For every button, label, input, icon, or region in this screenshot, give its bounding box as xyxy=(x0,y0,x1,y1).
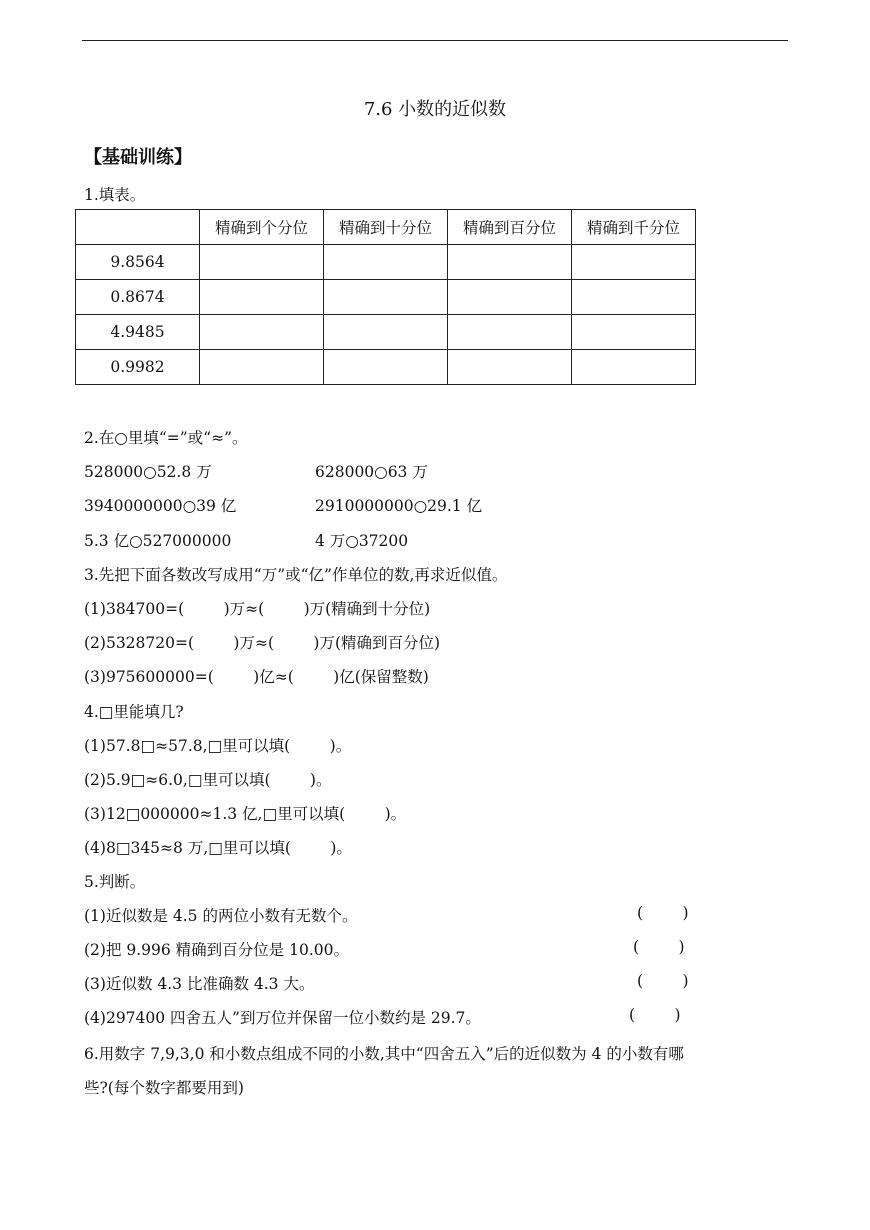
table-row xyxy=(76,280,696,315)
answer-cell[interactable] xyxy=(200,245,324,280)
q4-item: (3)12□000000≈1.3 亿,□里可以填( )。 xyxy=(84,805,407,823)
q5-item: (4)297400 四舍五人”到万位并保留一位小数约是 29.7。 xyxy=(84,1009,481,1027)
q2-item: 4 万○37200 xyxy=(315,532,409,550)
q2-item: 628000○63 万 xyxy=(315,463,428,481)
judgement-blank[interactable]: ( ) xyxy=(633,938,685,956)
answer-cell[interactable] xyxy=(448,245,572,280)
q2-label: 2.在○里填“=”或“≈”。 xyxy=(84,429,248,447)
answer-cell[interactable] xyxy=(572,280,696,315)
q6-text-line: 些?(每个数字都要用到) xyxy=(84,1079,244,1097)
q2-item: 5.3 亿○527000000 xyxy=(84,532,232,550)
answer-cell[interactable] xyxy=(572,350,696,385)
table-row xyxy=(76,350,696,385)
judgement-blank[interactable]: ( ) xyxy=(629,1006,681,1024)
judgement-blank[interactable]: ( ) xyxy=(637,972,689,990)
q5-item: (3)近似数 4.3 比准确数 4.3 大。 xyxy=(84,975,315,993)
q2-item: 528000○52.8 万 xyxy=(84,463,212,481)
answer-cell[interactable] xyxy=(324,245,448,280)
answer-cell[interactable] xyxy=(324,280,448,315)
q3-item: (3)975600000=( )亿≈( )亿(保留整数) xyxy=(84,668,429,686)
q6-text-line: 6.用数字 7,9,3,0 和小数点组成不同的小数,其中“四舍五入”后的近似数为 4 的小数有哪 xyxy=(84,1045,684,1063)
table-header-cell: 精确到百分位 xyxy=(448,210,572,245)
q4-label: 4.□里能填几? xyxy=(84,703,184,721)
row-number: 4.9485 xyxy=(76,315,200,350)
answer-cell[interactable] xyxy=(324,350,448,385)
q4-item: (4)8□345≈8 万,□里可以填( )。 xyxy=(84,839,352,857)
table-header-cell: 精确到千分位 xyxy=(572,210,696,245)
q1-label: 1.填表。 xyxy=(84,186,146,204)
q5-item: (1)近似数是 4.5 的两位小数有无数个。 xyxy=(84,907,358,925)
section-heading: 【基础训练】 xyxy=(84,147,192,168)
q4-item: (2)5.9□≈6.0,□里可以填( )。 xyxy=(84,771,332,789)
answer-cell[interactable] xyxy=(324,315,448,350)
table-header-cell xyxy=(76,210,200,245)
q3-label: 3.先把下面各数改写成用“万”或“亿”作单位的数,再求近似值。 xyxy=(84,566,508,584)
answer-cell[interactable] xyxy=(200,280,324,315)
judgement-blank[interactable]: ( ) xyxy=(637,904,689,922)
q2-item: 2910000000○29.1 亿 xyxy=(315,497,483,515)
row-number: 9.8564 xyxy=(76,245,200,280)
answer-cell[interactable] xyxy=(200,350,324,385)
page-title: 7.6 小数的近似数 xyxy=(363,99,507,120)
answer-cell[interactable] xyxy=(200,315,324,350)
table-header-cell: 精确到个分位 xyxy=(200,210,324,245)
answer-cell[interactable] xyxy=(448,350,572,385)
q1-table xyxy=(75,209,696,385)
q4-item: (1)57.8□≈57.8,□里可以填( )。 xyxy=(84,737,352,755)
q5-label: 5.判断。 xyxy=(84,873,146,891)
table-header-cell: 精确到十分位 xyxy=(324,210,448,245)
table-row xyxy=(76,315,696,350)
table-header-row xyxy=(76,210,696,245)
answer-cell[interactable] xyxy=(572,245,696,280)
q2-item: 3940000000○39 亿 xyxy=(84,497,237,515)
table-row xyxy=(76,245,696,280)
answer-cell[interactable] xyxy=(448,280,572,315)
row-number: 0.9982 xyxy=(76,350,200,385)
answer-cell[interactable] xyxy=(448,315,572,350)
q3-item: (2)5328720=( )万≈( )万(精确到百分位) xyxy=(84,634,441,652)
q5-item: (2)把 9.996 精确到百分位是 10.00。 xyxy=(84,941,349,959)
answer-cell[interactable] xyxy=(572,315,696,350)
header-rule xyxy=(82,40,788,41)
row-number: 0.8674 xyxy=(76,280,200,315)
q3-item: (1)384700=( )万≈( )万(精确到十分位) xyxy=(84,600,431,618)
